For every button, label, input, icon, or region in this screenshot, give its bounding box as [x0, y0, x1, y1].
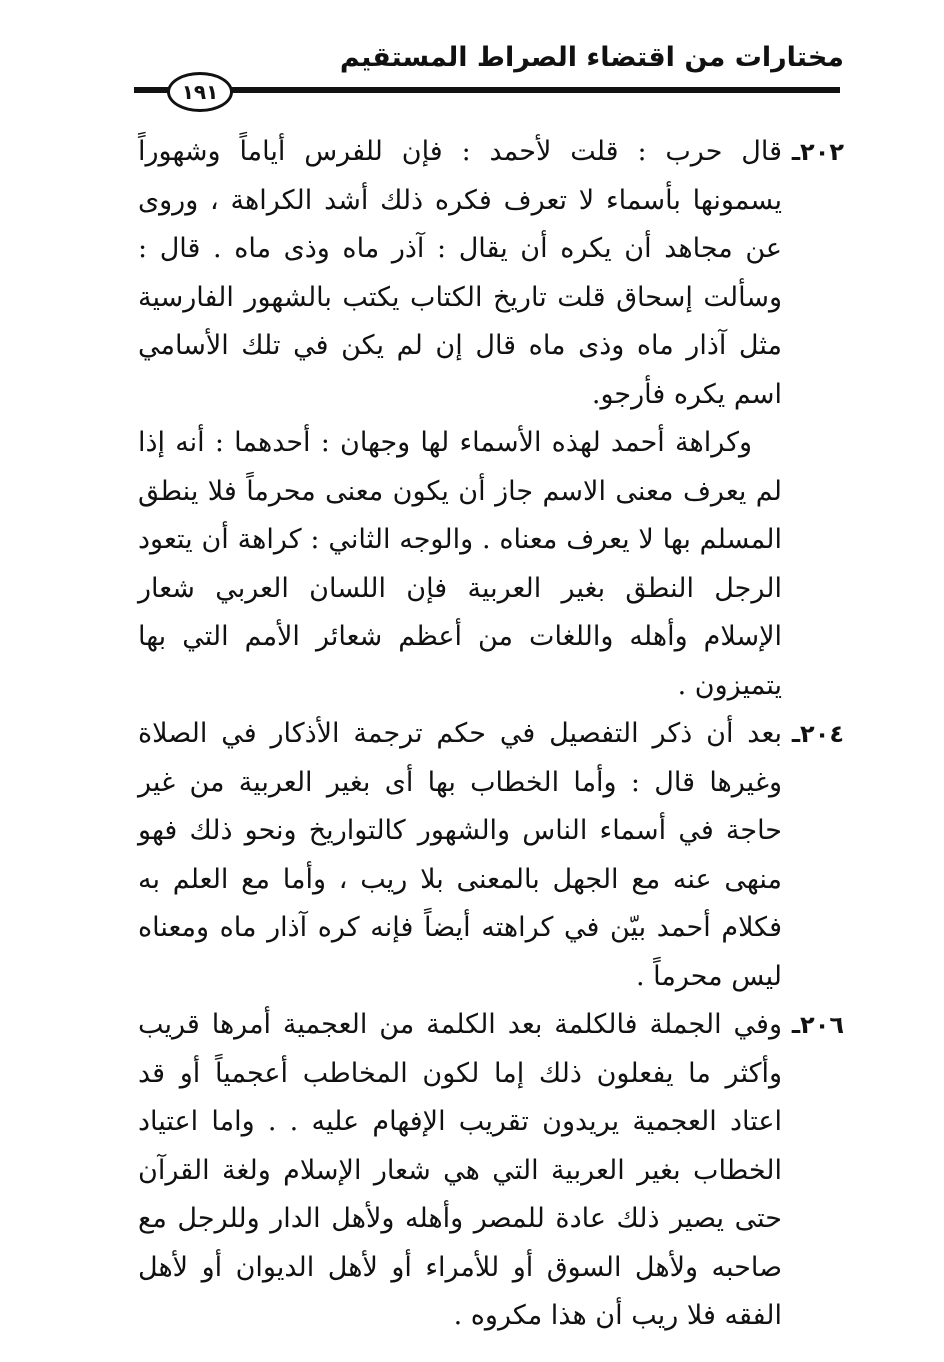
entry-202 [138, 128, 844, 419]
header-rule [134, 87, 840, 93]
entry-number: ٢٠٢ـ [791, 138, 844, 166]
entry-206 [138, 1001, 844, 1341]
running-title: مختارات من اقتضاء الصراط المستقيم [339, 42, 844, 73]
entry-text: بعد أن ذكر التفصيل في حكم ترجمة الأذكار في الصلاة وغيرها قال : وأما الخطاب بها أى بغير العربية من غير حاجة في أسماء الناس والشهور كالتواريخ ونحو ذلك فهو منهى عنه مع الجهل بالمعنى بلا ريب ، وأما مع العلم به فكلام أحمد بيّن في كراهته أيضاً فإنه كره آذار ماه ومعناه ليس محرماً . [138, 718, 782, 992]
entry-text: وفي الجملة فالكلمة بعد الكلمة من العجمية أمرها قريب وأكثر ما يفعلون ذلك إما لكون المخاطب أعجمياً أو قد اعتاد العجمية يريدون تقريب الإفهام عليه . . واما اعتياد الخطاب بغير العربية التي هي شعار الإسلام ولغة القرآن حتى يصير ذلك عادة للمصر وأهله ولأهل الدار وللرجل مع صاحبه ولأهل السوق أو للأمراء أو لأهل الديوان أو لأهل الفقه فلا ريب أن هذا مكروه . [138, 1009, 782, 1331]
entry-text: قال حرب : قلت لأحمد : فإن للفرس أياماً وشهوراً يسمونها بأسماء لا تعرف فكره ذلك أشد الكراهة ، وروى عن مجاهد أن يكره أن يقال : آذر ماه وذى ماه . قال : وسألت إسحاق قلت تاريخ الكتاب يكتب بالشهور الفارسية مثل آذار ماه وذى ماه قال إن لم يكن في تلك الأسامي اسم يكره فأرجو. [138, 136, 782, 410]
entry-204 [138, 710, 844, 1001]
entry-number: ٢٠٦ـ [791, 1011, 844, 1039]
page-number: ١٩١ [167, 72, 233, 112]
entry-number: ٢٠٤ـ [791, 720, 844, 748]
body-text [138, 128, 844, 1341]
paragraph: وكراهة أحمد لهذه الأسماء لها وجهان : أحدهما : أنه إذا لم يعرف معنى الاسم جاز أن يكون معنى محرماً فلا ينطق المسلم بها لا يعرف معناه . والوجه الثاني : كراهة أن يتعود الرجل النطق بغير العربية فإن اللسان العربي شعار الإسلام وأهله واللغات من أعظم شعائر الأمم التي بها يتميزون . [138, 427, 782, 701]
